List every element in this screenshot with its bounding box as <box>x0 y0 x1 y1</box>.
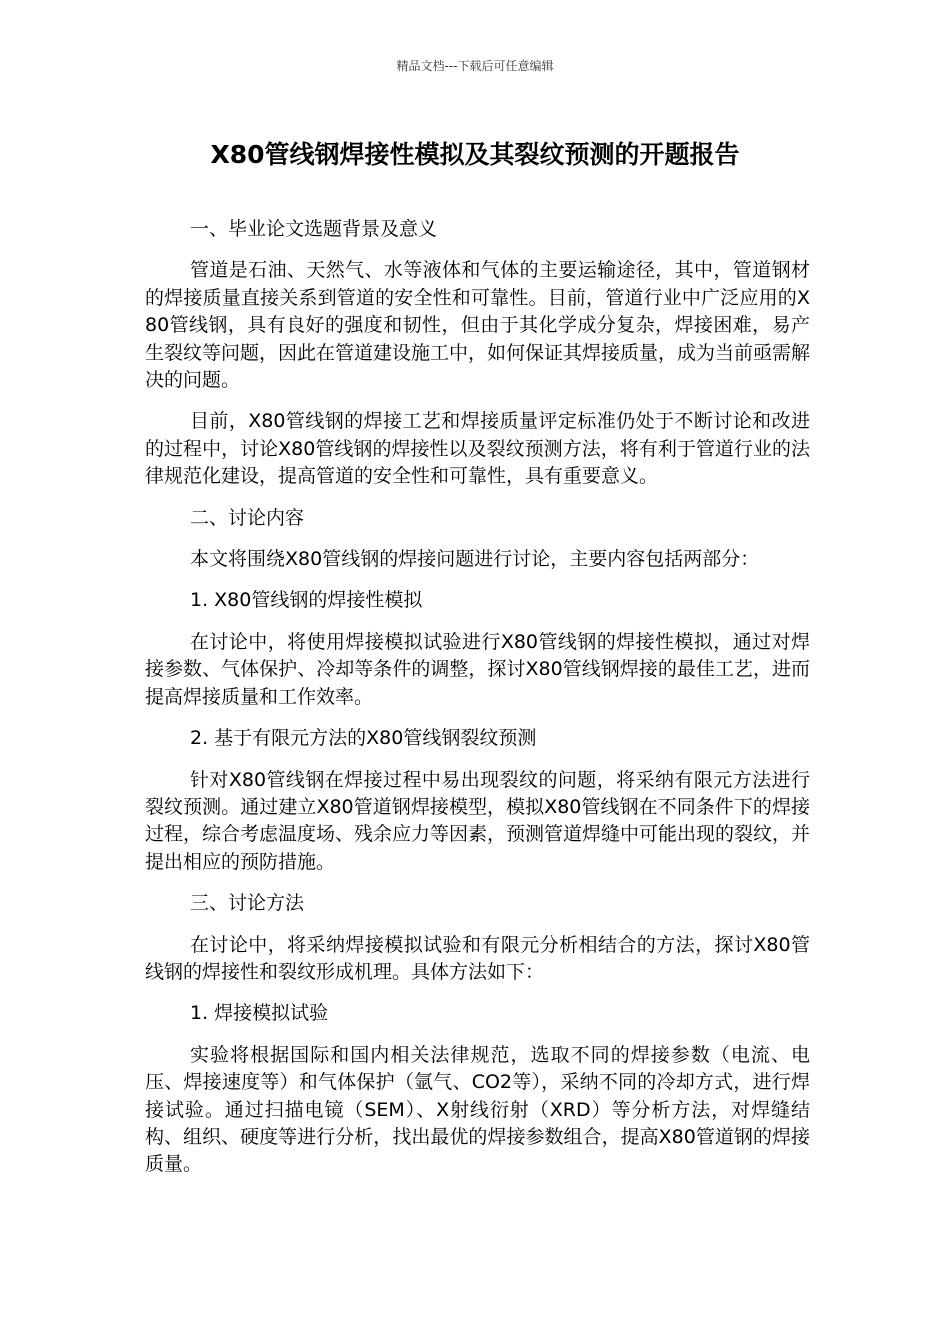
document-title: X80管线钢焊接性模拟及其裂纹预测的开题报告 <box>210 140 740 169</box>
header-note: 精品文档---下载后可任意编辑 <box>396 59 554 73</box>
paragraph: 本文将围绕X80管线钢的焊接问题进行讨论，主要内容包括两部分： <box>190 548 760 571</box>
paragraph: 在讨论中，将使用焊接模拟试验进行X80管线钢的焊接性模拟，通过对焊接参数、气体保护、冷却等条件的调整，探讨X80管线钢焊接的最佳工艺，进而提高焊接质量和工作效率。 <box>145 630 810 708</box>
subheading-crack-prediction: 2. 基于有限元方法的X80管线钢裂纹预测 <box>190 727 537 750</box>
paragraph: 管道是石油、天然气、水等液体和气体的主要运输途径，其中，管道钢材的焊接质量直接关系到管道的安全性和可靠性。目前，管道行业中广泛应用的X80管线钢，具有良好的强度和韧性，但由于其化学成分复杂，焊接困难，易产生裂纹等问题，因此在管道建设施工中，如何保证其焊接质量，成为当前亟需解决的问题。 <box>145 259 811 392</box>
paragraph: 在讨论中，将采纳焊接模拟试验和有限元分析相结合的方法，探讨X80管线钢的焊接性和裂纹形成机理。具体方法如下： <box>145 933 810 983</box>
subheading-welding-test: 1. 焊接模拟试验 <box>190 1002 329 1025</box>
section-heading-method: 三、讨论方法 <box>190 892 305 915</box>
paragraph: 实验将根据国际和国内相关法律规范，选取不同的焊接参数（电流、电压、焊接速度等）和气体保护（氩气、CO2等），采纳不同的冷却方式，进行焊接试验。通过扫描电镜（SEM）、X射线衍射（XRD）等分析方法，对焊缝结构、组织、硬度等进行分析，找出最优的焊接参数组合，提高X80管道钢的焊接质量。 <box>145 1043 810 1176</box>
section-heading-content: 二、讨论内容 <box>190 506 305 529</box>
paragraph: 针对X80管线钢在焊接过程中易出现裂纹的问题，将采纳有限元方法进行裂纹预测。通过建立X80管道钢焊接模型，模拟X80管线钢在不同条件下的焊接过程，综合考虑温度场、残余应力等因素，预测管道焊缝中可能出现的裂纹，并提出相应的预防措施。 <box>145 768 811 873</box>
subheading-weldability-simulation: 1. X80管线钢的焊接性模拟 <box>190 589 423 612</box>
section-heading-background: 一、毕业论文选题背景及意义 <box>190 218 438 240</box>
paragraph: 目前，X80管线钢的焊接工艺和焊接质量评定标准仍处于不断讨论和改进的过程中，讨论X80管线钢的焊接性以及裂纹预测方法，将有利于管道行业的法律规范化建设，提高管道的安全性和可靠性，具有重要意义。 <box>145 410 810 488</box>
document-body <box>145 216 810 1193</box>
